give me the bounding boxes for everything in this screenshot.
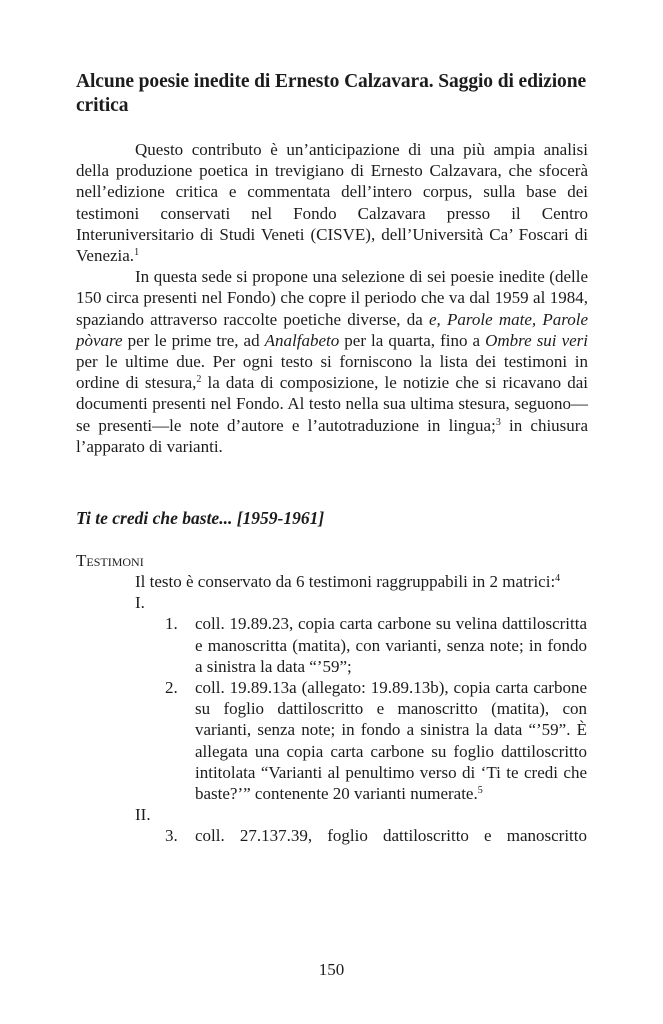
paragraph-2-part-5: la data di composizione, le notizie che si ricavano dai documenti presenti nel Fondo. Al testo nella sua ultima stesura, seguono—se presenti—le note d’autore e l’autotraduzione in lingua;: [76, 373, 588, 435]
paragraph-2-italic-1: e, Parole mate, Parole pòvare: [76, 309, 588, 350]
list-item-body: [195, 677, 587, 804]
paragraph-2-part-2: per le prime tre, ad: [122, 330, 265, 350]
paragraph-2-part-4: per le ultime due. Per ogni testo si forniscono la lista dei testimoni in ordine di stesura,: [76, 352, 588, 393]
list-item-number: 1.: [165, 614, 178, 634]
section-title: Ti te credi che baste... [1959-1961]: [76, 508, 325, 529]
list-item-number: 3.: [165, 826, 178, 846]
footnote-ref-2[interactable]: 2: [196, 374, 202, 386]
paragraph-1-text: Questo contributo è un’anticipazione di una più ampia analisi della produzione poetica in trevigiano di Ernesto Calzavara, che sfocerà nell’edizione critica e commentata dell’intero corpus, sulla base dei testimoni conservati nel Fondo Calzavara presso il Centro Interuniversitario di Studi Veneti (CISVE), dell’Università Ca’ Foscari di Venezia.: [76, 140, 588, 266]
list-item-text: coll. 27.137.39, foglio dattiloscritto e manoscritto: [195, 826, 587, 846]
paragraph-1: [76, 139, 588, 266]
list-item-text: coll. 19.89.23, copia carta carbone su velina dattiloscritta e manoscritta (matita), con varianti, senza note; in fondo a sinistra la data “’59”;: [195, 614, 587, 676]
paragraph-2-part-3: per la quarta, fino a: [339, 330, 486, 350]
paragraph-2-italic-3: Ombre sui veri: [485, 330, 588, 350]
list-item-text: coll. 19.89.13a (allegato: 19.89.13b), copia carta carbone su foglio dattiloscritto e manoscritto (matita), con varianti, senza note; in fondo a sinistra la data “’59”. È allegata una copia carta carbone su foglio dattiloscritto intitolata “Varianti al penultimo verso di ‘Ti te credi che baste?’” contenente 20 varianti numerate.: [195, 678, 587, 804]
footnote-ref-1[interactable]: 1: [134, 247, 140, 259]
list-item: [76, 825, 588, 846]
list-item: [76, 613, 588, 677]
testimoni-intro-text: Il testo è conservato da 6 testimoni raggruppabili in 2 matrici:: [135, 572, 556, 592]
group-roman-label: I.: [135, 593, 145, 613]
list-item: [76, 677, 588, 804]
testimoni-heading: Testimoni: [76, 551, 144, 571]
footnote-ref-4[interactable]: 4: [555, 573, 561, 585]
paragraph-2: [76, 266, 588, 457]
paragraph-2-part-1: In questa sede si propone una selezione di sei poesie inedite (delle 150 circa presenti nel Fondo) che copre il periodo che va dal 1959 al 1984, spaziando attraverso raccolte poetiche diverse, da: [76, 267, 588, 329]
paragraph-2-italic-2: Analfabeto: [264, 330, 340, 350]
list-item-number: 2.: [165, 678, 178, 698]
paragraph-2-part-6: in chiusura l’apparato di varianti.: [76, 415, 588, 456]
testimoni-intro: [76, 571, 588, 592]
group-roman-label: II.: [135, 805, 151, 825]
page-number: 150: [318, 960, 345, 979]
article-title: Alcune poesie inedite di Ernesto Calzavara. Saggio di edizione critica: [76, 71, 586, 116]
footnote-ref-5[interactable]: 5: [477, 785, 483, 797]
page-content: [76, 62, 588, 847]
footnote-ref-3[interactable]: 3: [495, 416, 501, 428]
